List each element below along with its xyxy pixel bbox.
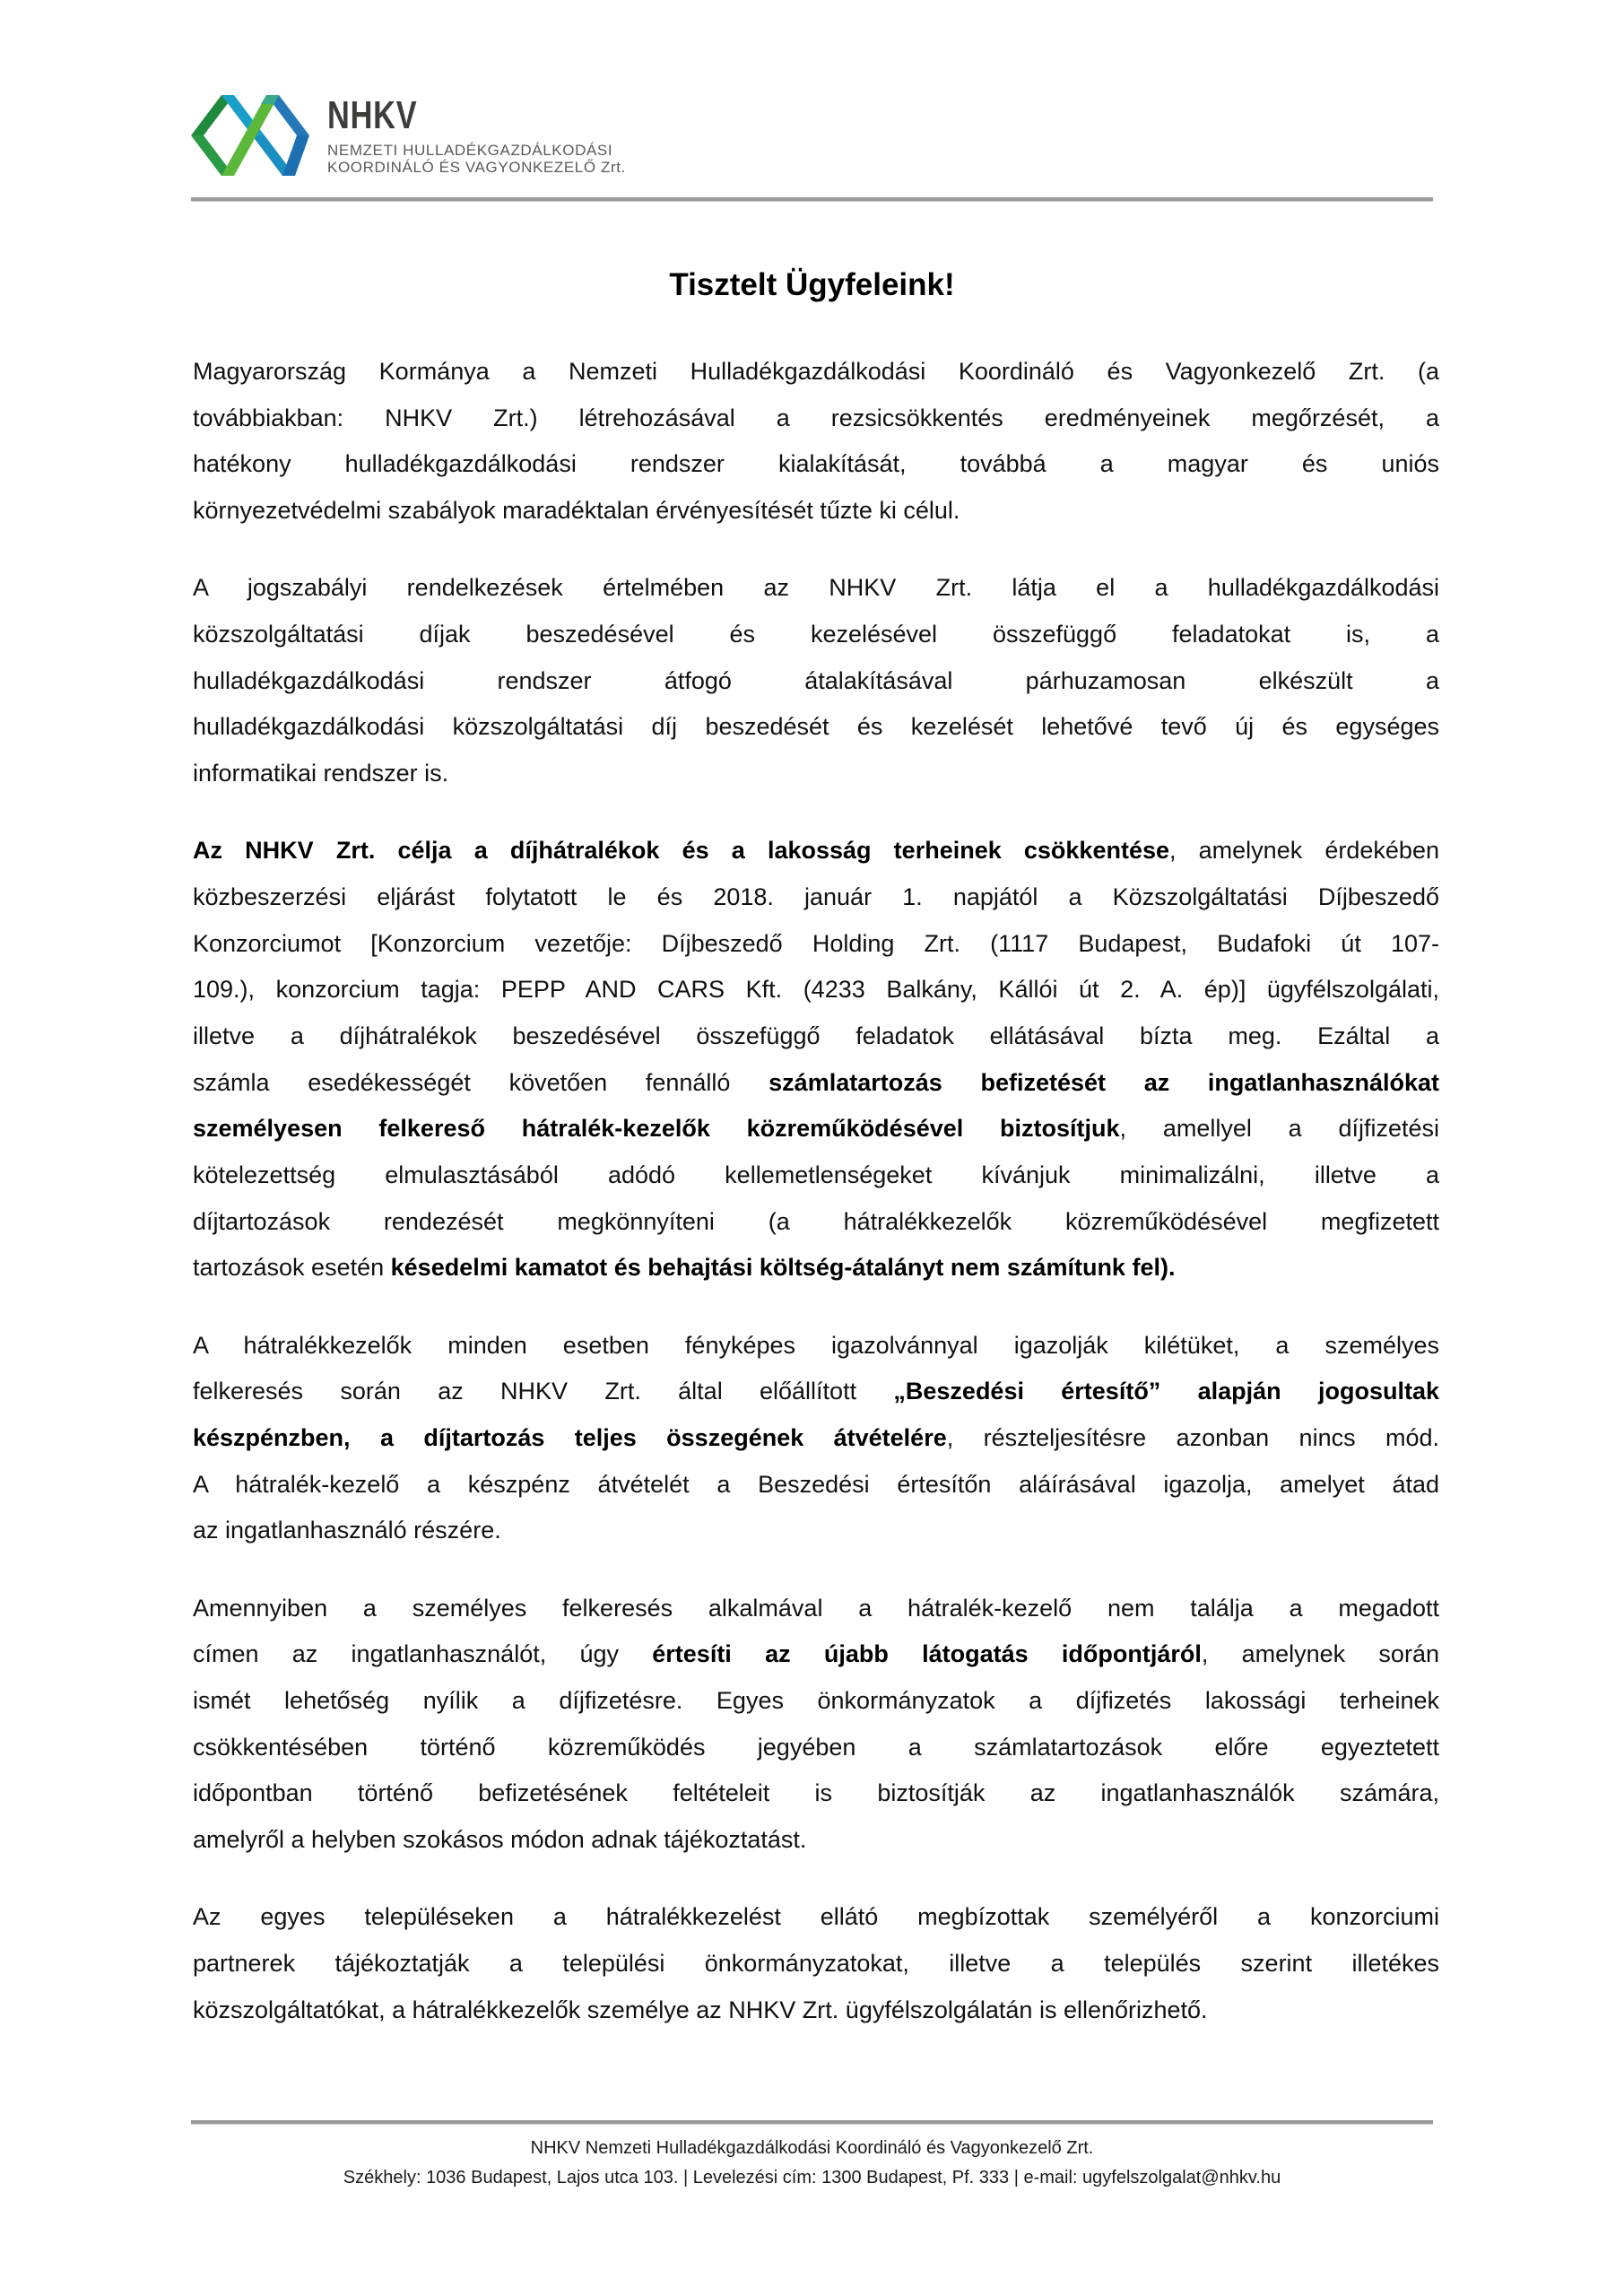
nhkv-logo-mark-icon [191,95,309,176]
text-run: az ingatlanhasználó részére. [193,1517,501,1544]
text-line [193,612,1439,658]
footer-company: NHKV Nemzeti Hulladékgazdálkodási Koordináló és Vagyonkezelő Zrt. [530,2138,1094,2158]
text-run: közbeszerzési eljárást folytatott le és 2018. január 1. napjától a Közszolgáltatási Díjbeszedő [193,883,1439,910]
text-run: , amelynek során [1201,1640,1439,1668]
text-line [193,921,1439,968]
text-line [193,1199,1439,1246]
text-line [193,396,1439,442]
text-run: A jogszabályi rendelkezések értelmében az NHKV Zrt. látja el a hulladékgazdálkodási [193,574,1439,602]
text-line [193,441,1439,488]
footer-divider [191,2120,1433,2124]
text-run: továbbiakban: NHKV Zrt.) létrehozásával a rezsicsökkentés eredményeinek megőrzését, a [193,404,1439,431]
text-run: illetve a díjhátralékok beszedésével összefüggő feladatok ellátásával bízta meg. Ezáltal a [193,1022,1439,1049]
text-run: számla esedékességét követően fennálló [193,1068,769,1096]
text-run: Konzorciumot [Konzorcium vezetője: Díjbeszedő Holding Zrt. (1117 Budapest, Budafoki út 107- [193,929,1439,957]
text-run: A hátralék-kezelő a készpénz átvételét a Beszedési értesítőn aláírásával igazolja, amelyet átad [193,1470,1439,1498]
text-line [193,1725,1439,1771]
text-run: , amellyel a díjfizetési [1119,1115,1439,1143]
text-run: Az egyes településeken a hátralékkezelést ellátó megbízottak személyéről a konzorciumi [193,1903,1439,1931]
text-line [193,1678,1439,1725]
bold-text: Az NHKV Zrt. célja a díjhátralékok és a lakosság terheinek csökkentése [193,837,1169,865]
logo-name: NHKV [327,93,418,137]
text-run: informatikai rendszer is. [193,760,449,787]
text-line [193,967,1439,1013]
text-run: csökkentésében történő közreműködés jegyében a számlatartozások előre egyeztetett [193,1733,1439,1761]
text-line [193,1245,1439,1292]
text-line [193,1817,1439,1864]
text-run: , amelynek érdekében [1169,837,1439,865]
text-line [193,1152,1439,1199]
text-line [193,704,1439,751]
text-line [193,1013,1439,1060]
page-title: Tisztelt Ügyfeleink! [669,267,955,302]
text-line [193,1323,1439,1370]
text-line [193,1462,1439,1509]
text-line [193,874,1439,921]
paragraph [193,1894,1439,2033]
text-line [193,658,1439,705]
text-line [193,1586,1439,1632]
bold-text: késedelmi kamatot és behajtási költség-átalányt nem számítunk fel). [390,1254,1176,1282]
text-run: díjtartozások rendezését megkönnyíteni (a hátralékkezelők közreműködésével megfizetett [193,1207,1439,1235]
text-run: Magyarország Kormánya a Nemzeti Hulladékgazdálkodási Koordináló és Vagyonkezelő Zrt. (a [193,358,1439,385]
text-line [193,751,1439,797]
footer-address: Székhely: 1036 Budapest, Lajos utca 103. | Levelezési cím: 1300 Budapest, Pf. 333 | e-mail: ugyfelszolgalat@nhkv.hu [343,2168,1281,2187]
bold-text: értesíti az újabb látogatás időpontjáról [652,1640,1202,1668]
text-line [193,828,1439,874]
text-line [193,1060,1439,1107]
text-run: tartozások esetén [193,1254,391,1282]
paragraph [193,1323,1439,1554]
nhkv-logo [191,93,657,179]
text-run: partnerek tájékoztatják a települési önkormányzatokat, illetve a település szerint illetékes [193,1949,1439,1977]
text-run: ismét lehetőség nyílik a díjfizetésre. Egyes önkormányzatok a díjfizetés lakossági terheinek [193,1686,1439,1714]
letter-body [193,349,1439,2065]
text-line [193,1106,1439,1152]
bold-text: számlatartozás befizetését az ingatlanhasználókat [769,1068,1439,1096]
text-run: időpontban történő befizetésének feltételeit is biztosítják az ingatlanhasználók számára, [193,1779,1439,1807]
paragraph [193,565,1439,796]
text-line [193,1369,1439,1415]
text-run: Amennyiben a személyes felkeresés alkalmával a hátralék-kezelő nem találja a megadott [193,1594,1439,1622]
text-line [193,565,1439,612]
text-run: 109.), konzorcium tagja: PEPP AND CARS Kft. (4233 Balkány, Kállói út 2. A. ép)] ügyfélszolgálati, [193,976,1439,1004]
text-line [193,1415,1439,1462]
bold-text: készpénzben, a díjtartozás teljes összegének átvételére [193,1423,947,1451]
logo-tagline-1: NEMZETI HULLADÉKGAZDÁLKODÁSI [327,142,613,159]
paragraph [193,349,1439,535]
bold-text: személyesen felkereső hátralék-kezelők közreműködésével biztosítjuk [193,1115,1120,1143]
paragraph [193,828,1439,1292]
text-run: kötelezettség elmulasztásából adódó kellemetlenségeket kívánjuk minimalizálni, illetve a [193,1161,1439,1188]
text-line [193,1770,1439,1817]
text-line [193,488,1439,535]
logo-tagline-2: KOORDINÁLÓ ÉS VAGYONKEZELŐ Zrt. [327,159,626,176]
text-run: A hátralékkezelők minden esetben fényképes igazolvánnyal igazolják kilétüket, a személyes [193,1331,1439,1359]
header-divider [191,197,1433,201]
bold-text: „Beszedési értesítő” alapján jogosultak [893,1378,1439,1405]
text-line [193,1987,1439,2034]
text-run: felkeresés során az NHKV Zrt. által előállított [193,1378,894,1405]
text-line [193,1631,1439,1678]
paragraph [193,1586,1439,1864]
text-run: címen az ingatlanhasználót, úgy [193,1640,653,1668]
text-run: közszolgáltatókat, a hátralékkezelők személye az NHKV Zrt. ügyfélszolgálatán is ellenőrizhető. [193,1996,1208,2023]
text-run: , részteljesítésre azonban nincs mód. [946,1423,1439,1451]
text-line [193,1508,1439,1554]
text-run: környezetvédelmi szabályok maradéktalan érvényesítését tűzte ki célul. [193,497,960,525]
text-line [193,1894,1439,1941]
text-run: közszolgáltatási díjak beszedésével és kezelésével összefüggő feladatokat is, a [193,620,1439,648]
text-run: amelyről a helyben szokásos módon adnak tájékoztatást. [193,1825,807,1853]
text-line [193,1941,1439,1987]
text-run: hatékony hulladékgazdálkodási rendszer kialakítását, továbbá a magyar és uniós [193,450,1439,478]
text-line [193,349,1439,396]
text-run: hulladékgazdálkodási közszolgáltatási díj beszedését és kezelését lehetővé tevő új és egységes [193,713,1439,741]
text-run: hulladékgazdálkodási rendszer átfogó átalakításával párhuzamosan elkészült a [193,666,1439,694]
